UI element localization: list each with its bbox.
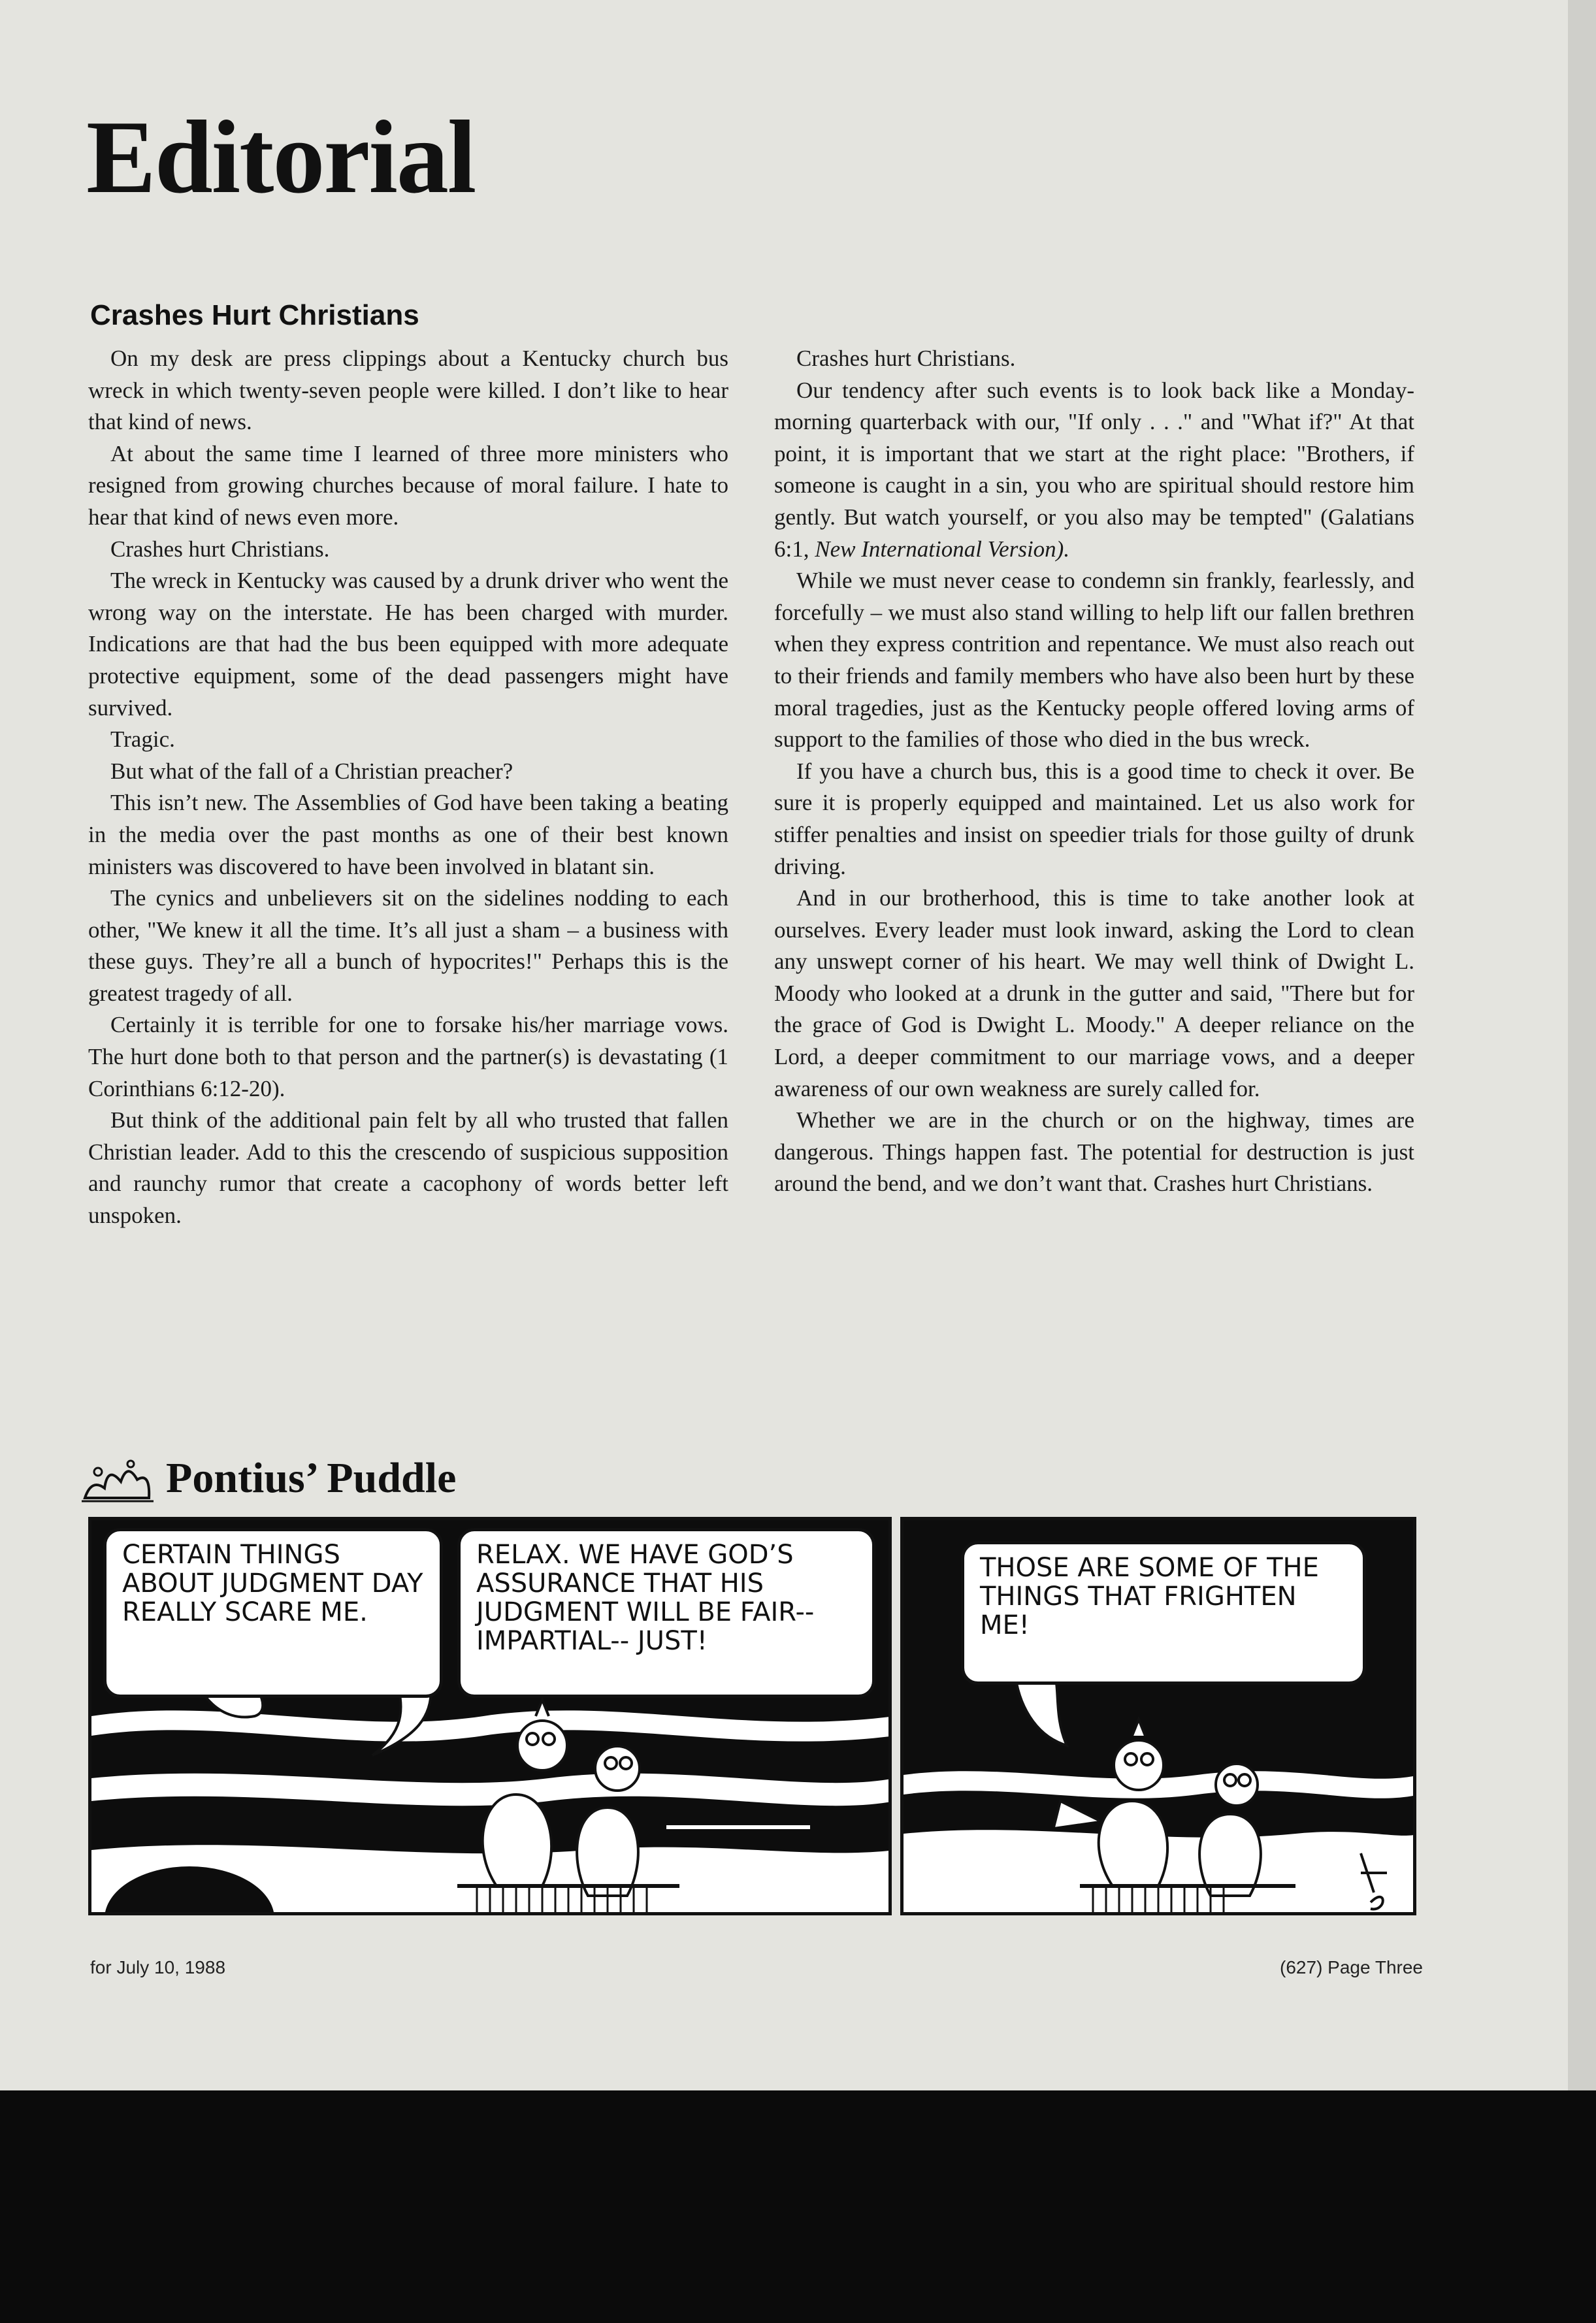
paragraph: But think of the additional pain felt by all who trusted that fallen Christian leader. Add to this the crescendo of suspicious supposition and raunchy rumor that create a cacophony of words better left unspoken. bbox=[88, 1107, 728, 1229]
issue-date: for July 10, 1988 bbox=[90, 1957, 226, 1977]
comic-panel-1 bbox=[88, 1517, 892, 1915]
paragraph: If you have a church bus, this is a good time to check it over. Be sure it is properly equipped and maintained. Let us also work for stiffer penalties and insist on speedier trials for those guilty of drunk driving. bbox=[774, 758, 1414, 879]
article-column-left bbox=[88, 343, 728, 1232]
paragraph: Whether we are in the church or on the highway, times are dangerous. Things happen fast. The potential for destruction is just around the bend, and we don’t want that. Crashes hurt Christians. bbox=[774, 1107, 1414, 1197]
speech-balloon bbox=[103, 1528, 443, 1698]
paragraph: The cynics and unbelievers sit on the sidelines nodding to each other, "We knew it all the time. It’s all just a sham – a business with these guys. They’re all a bunch of hypocrites!" Perhaps this is the greatest tragedy of all. bbox=[88, 885, 728, 1006]
paragraph: This isn’t new. The Assemblies of God have been taking a beating in the media over the past months as one of their best known ministers was discovered to have been involved in blatant sin. bbox=[88, 790, 728, 879]
comic-title: Pontius’ Puddle bbox=[166, 1454, 457, 1502]
paragraph: At about the same time I learned of three more ministers who resigned from growing churches because of moral failure. I hate to hear that kind of news even more. bbox=[88, 440, 728, 530]
speech-balloon bbox=[961, 1541, 1366, 1685]
paragraph: And in our brotherhood, this is time to take another look at ourselves. Every leader must look inward, asking the Lord to clean any unswept corner of his heart. We may well think of Dwight L. Moody who looked at a drunk in the gutter and said, "There but for the grace of God is Dwight L. Moody." A deeper reliance on the Lord, a deeper commitment to our marriage vows, and a deeper awareness of our own weakness are surely called for. bbox=[774, 885, 1414, 1101]
page-number: (627) Page Three bbox=[1280, 1957, 1423, 1977]
paragraph: Tragic. bbox=[110, 726, 175, 753]
paragraph: Crashes hurt Christians. bbox=[796, 346, 1016, 371]
paragraph-text: Our tendency after such events is to look back like a Monday-morning quarterback with our, "If only . . ." and "What if?" At that point, it is important that we start at the right place: "Brothers, if someone is caught in a sin, you who are spiritual should restore him gently. But watch yourself, or you also may be tempted" (Galatians 6:1, bbox=[774, 377, 1414, 562]
paragraph: The wreck in Kentucky was caused by a drunk driver who went the wrong way on the interstate. He has been charged with murder. Indications are that had the bus been equipped with more adequate protective equipment, some of the dead passengers might have survived. bbox=[88, 568, 728, 721]
comic-panel-2 bbox=[900, 1517, 1416, 1915]
article-title: Crashes Hurt Christians bbox=[90, 299, 419, 331]
article-column-right bbox=[774, 343, 1414, 1200]
paragraph: But what of the fall of a Christian preacher? bbox=[110, 758, 513, 784]
paragraph: Certainly it is terrible for one to forsake his/her marriage vows. The hurt done both to that person and the partner(s) is devastating (1 Corinthians 6:12-20). bbox=[88, 1012, 728, 1101]
page-edge bbox=[1568, 0, 1596, 2090]
speech-balloon bbox=[457, 1528, 875, 1698]
page-title: Editorial bbox=[86, 99, 476, 215]
paragraph: While we must never cease to condemn sin frankly, fearlessly, and forcefully – we must also stand willing to help lift our fallen brethren when they express contrition and repentance. We must also reach out to their friends and family members who have also been hurt by these moral tragedies, just as the Kentucky people offered loving arms of support to the families of those who died in the bus wreck. bbox=[774, 568, 1414, 753]
puddle-splash-icon bbox=[78, 1452, 157, 1504]
balloon-text: RELAX. WE HAVE GOD’S ASSURANCE THAT HIS JUDGMENT WILL BE FAIR-- IMPARTIAL-- JUST! bbox=[476, 1540, 815, 1656]
balloon-text: THOSE ARE SOME OF THE THINGS THAT FRIGHTEN ME! bbox=[980, 1553, 1319, 1640]
paragraph: Crashes hurt Christians. bbox=[110, 536, 330, 562]
paragraph: On my desk are press clippings about a Kentucky church bus wreck in which twenty-seven people were killed. I don’t like to hear that kind of news. bbox=[88, 346, 728, 435]
bible-version: New International Version). bbox=[815, 536, 1070, 562]
comic-heading bbox=[78, 1449, 456, 1508]
paragraph bbox=[774, 375, 1414, 566]
balloon-text: CERTAIN THINGS ABOUT JUDGMENT DAY REALLY SCARE ME. bbox=[122, 1540, 423, 1627]
